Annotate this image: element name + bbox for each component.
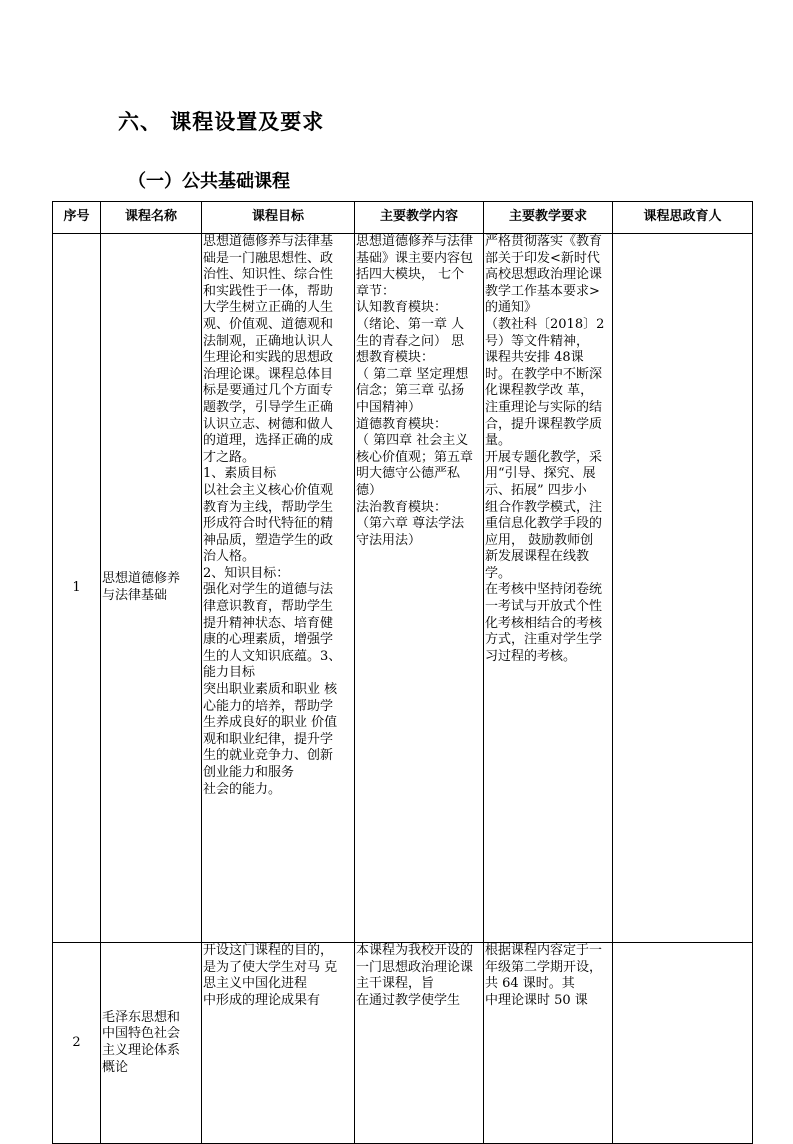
cell-line: 础是一门融思想性、政	[203, 250, 334, 266]
row-main-content	[355, 234, 484, 943]
header-main-content: 主要教学内容	[355, 202, 484, 234]
cell-line: 毛泽东思想和	[102, 1009, 181, 1025]
cell-line: 社会的能力。	[203, 781, 282, 797]
cell-line: 生养成良好的职业 价值	[203, 715, 338, 731]
cell-line: 学。	[485, 565, 512, 581]
cell-line: （ 第四章 社会主义	[356, 433, 469, 449]
section-title: 六、 课程设置及要求	[118, 110, 325, 134]
cell-line: 思想道德修养与法律	[356, 234, 474, 249]
cell-line: 1、素质目标	[203, 466, 277, 482]
cell-line: 律意识教育，帮助学生	[203, 599, 334, 615]
cell-line: 重信息化教学手段的	[485, 516, 603, 532]
cell-line: 量。	[485, 433, 512, 449]
cell-line: 道德教育模块：	[356, 416, 448, 432]
cell-line: 认知教育模块：	[356, 300, 448, 316]
cell-line: 生的人文知识底蕴。3、	[203, 648, 342, 664]
cell-line: 法治教育模块：	[356, 499, 448, 515]
table-header-row	[53, 202, 753, 234]
cell-line: 一考试与开放式个性	[485, 599, 603, 615]
cell-line: 突出职业素质和职业 核	[203, 682, 338, 698]
subsection-title: （一）公共基础课程	[128, 171, 290, 192]
cell-line: 开设这门课程的目的，	[203, 943, 334, 958]
cell-line: 在考核中坚持闭卷统	[485, 582, 603, 598]
header-course-goal: 课程目标	[202, 202, 355, 234]
cell-line: 神品质，塑造学生的政	[203, 532, 334, 548]
cell-line: 强化对学生的道德与法	[203, 582, 334, 598]
cell-line: 守法用法）	[356, 532, 422, 548]
cell-line: 在通过教学使学生	[356, 992, 461, 1008]
cell-line: 组合作教学模式，注	[485, 499, 603, 515]
row-num: 2	[53, 943, 101, 1144]
cell-line: 心能力的培养，帮助学	[203, 698, 334, 714]
header-num: 序号	[53, 202, 101, 234]
cell-line: 能力目标	[203, 665, 256, 681]
cell-line: 生理论和实践的思想政	[203, 350, 334, 366]
row-ideology	[613, 943, 753, 1144]
row-main-requirement	[484, 234, 613, 943]
row-course-name	[101, 943, 202, 1144]
cell-line: 才之路。	[203, 449, 256, 465]
cell-line: （ 第二章 坚定理想	[356, 366, 469, 382]
row-course-name	[101, 234, 202, 943]
cell-line: 的道理，选择正确的成	[203, 433, 334, 449]
cell-line: 年级第二学期开设，	[485, 959, 603, 975]
cell-line: 创业能力和服务	[203, 765, 295, 780]
cell-line: 课程共安排 48课	[485, 350, 584, 366]
cell-line: 注重理论与实际的结	[485, 399, 603, 415]
cell-line: 基础》课主要内容包	[356, 250, 474, 266]
cell-line: 形成符合时代特征的精	[203, 516, 334, 532]
header-main-requirement: 主要教学要求	[484, 202, 613, 234]
row-main-content	[355, 943, 484, 1144]
cell-line: （绪论、第一章 人	[356, 316, 465, 332]
cell-line: 严格贯彻落实《教育	[485, 234, 603, 249]
cell-line: 想教育模块：	[356, 350, 435, 366]
cell-line: 一门思想政治理论课	[356, 959, 474, 975]
cell-line: 生的就业竞争力、创新	[203, 748, 334, 764]
cell-line: 合，提升课程教学质	[485, 416, 603, 432]
cell-line: 章节：	[356, 283, 396, 299]
cell-line: 用“引导、探究、展	[485, 466, 596, 482]
cell-line: （教社科〔2018〕2	[485, 316, 605, 332]
cell-line: 治性、知识性、综合性	[203, 267, 334, 283]
cell-line: 核心价值观；第五章	[356, 449, 474, 465]
row-main-requirement	[484, 943, 613, 1144]
cell-line: 示、拓展” 四步小	[485, 482, 587, 498]
row-course-goal	[202, 943, 355, 1144]
cell-line: 习过程的考核。	[485, 648, 577, 664]
cell-line: 教育为主线，帮助学生	[203, 499, 334, 515]
cell-line: 本课程为我校开设的	[356, 943, 474, 958]
cell-line: 概论	[102, 1059, 129, 1075]
cell-line: 思主义中国化进程	[203, 976, 308, 992]
cell-line: 治人格。	[203, 549, 256, 565]
cell-line: 应用， 鼓励教师创	[485, 532, 594, 548]
cell-line: 思想道德修养	[102, 571, 181, 587]
cell-line: 主义理论体系	[102, 1043, 181, 1058]
table-row	[53, 234, 753, 943]
cell-line: 中形成的理论成果有	[203, 992, 321, 1008]
cell-line: 法制观，正确地认识人	[203, 333, 334, 349]
cell-line: 标是要通过几个方面专	[203, 383, 334, 399]
cell-line: 中国精神）	[356, 399, 422, 415]
cell-line: （第六章 尊法学法	[356, 516, 465, 532]
cell-line: 康的心理素质，增强学	[203, 632, 334, 648]
cell-line: 和实践性于一体，帮助	[203, 283, 334, 299]
cell-line: 共 64 课时。其	[485, 976, 575, 992]
cell-line: 时。在教学中不断深	[485, 366, 603, 382]
cell-line: 认识立志、树德和做人	[203, 416, 334, 432]
cell-line: 化考核相结合的考核	[485, 615, 603, 631]
row-course-goal	[202, 234, 355, 943]
header-ideology: 课程思政育人	[613, 202, 753, 234]
cell-line: 以社会主义核心价值观	[203, 482, 334, 498]
cell-line: 观、价值观、道德观和	[203, 316, 334, 332]
cell-line: 生的青春之问） 思	[356, 333, 465, 349]
cell-line: 信念；第三章 弘扬	[356, 383, 465, 399]
cell-line: 开展专题化教学，采	[485, 449, 603, 465]
course-table	[52, 201, 753, 1144]
cell-line: 根据课程内容定于一	[485, 943, 603, 958]
cell-line: 中国特色社会	[102, 1026, 181, 1042]
cell-line: 思想道德修养与法律基	[203, 234, 334, 249]
cell-line: 新发展课程在线教	[485, 549, 590, 565]
header-course-name: 课程名称	[101, 202, 202, 234]
cell-line: 化课程教学改 革，	[485, 383, 594, 399]
cell-line: 方式，注重对学生学	[485, 632, 603, 648]
cell-line: 部关于印发<新时代	[485, 250, 600, 266]
cell-line: 大学生树立正确的人生	[203, 300, 334, 316]
row-num: 1	[53, 234, 101, 943]
row-ideology	[613, 234, 753, 943]
cell-line: 号）等文件精神，	[485, 333, 590, 349]
cell-line: 提升精神状态、培育健	[203, 615, 334, 631]
cell-line: 治理论课。课程总体目	[203, 366, 334, 382]
cell-line: 中理论课时 50 课	[485, 992, 588, 1008]
cell-line: 主干课程，旨	[356, 976, 435, 992]
cell-line: 教学工作基本要求>	[485, 283, 600, 299]
cell-line: 高校思想政治理论课	[485, 267, 603, 283]
cell-line: 观和职业纪律，提升学	[203, 731, 334, 747]
cell-line: 括四大模块， 七个	[356, 267, 465, 283]
cell-line: 题教学，引导学生正确	[203, 399, 334, 415]
cell-line: 德）	[356, 482, 383, 498]
cell-line: 明大德守公德严私	[356, 466, 461, 482]
cell-line: 2、知识目标：	[203, 565, 290, 581]
table-row	[53, 943, 753, 1144]
cell-line: 的通知》	[485, 300, 538, 316]
cell-line: 与法律基础	[102, 588, 168, 603]
cell-line: 是为了使大学生对马 克	[203, 959, 338, 975]
